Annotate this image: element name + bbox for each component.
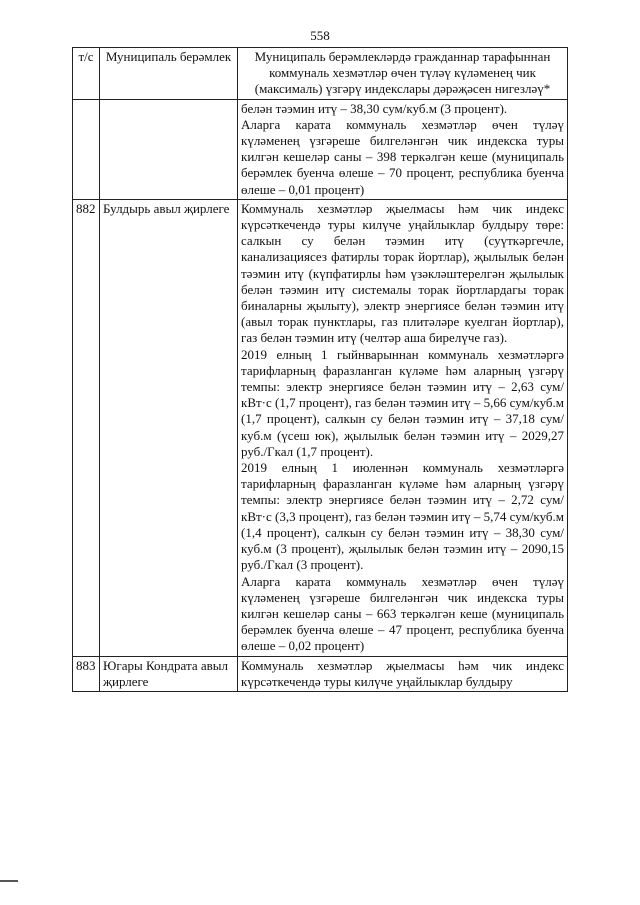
table-header-row [73,48,568,100]
table-row [73,99,568,199]
table-row [73,656,568,691]
table-row [73,199,568,656]
header-description: Муниципаль берәмлекләрдә гражданнар тарафыннан коммуналь хезмәтләр өчен түләү күләменең чик (максималь) үзгәрү индекслары дәрәҗәсен нигезләү* [238,48,568,100]
row-municipality: Югары Кондрата авыл җирлеге [100,656,238,691]
row-paragraph: 2019 елның 1 июленнән коммуналь хезмәтләргә тарифларның фаразланган күләме һәм аларның үзгәрү темпы: электр энергиясе белән тәэмин итү – 2,72 сум/кВт·с (3,3 процент), газ белән тәэмин итү – 5,74 сум/куб.м (1,4 процент), салкын су белән тәэмин итү – 38,30 сум/куб.м (3 процент), җылылык белән тәэмин итү – 2090,15 руб./Гкал (3 процент). [241,460,564,573]
row-num: 883 [73,656,100,691]
tariff-table [72,47,568,692]
row-paragraph: 2019 елның 1 гыйнварыннан коммуналь хезмәтләргә тарифларның фаразланган күләме һәм аларның үзгәрү темпы: электр энергиясе белән тәэмин итү – 2,63 сум/кВт·с (1,7 процент), газ белән тәэмин итү – 5,66 сум/куб.м (1,7 процент), салкын су белән тәэмин итү – 37,18 сум/куб.м (үсеш юк), җылылык белән тәэмин итү – 2029,27 руб./Гкал (1,7 процент). [241,346,564,459]
row-num: 882 [73,199,100,656]
row-municipality [100,99,238,199]
row-paragraph: Коммуналь хезмәтләр җыелмасы һәм чик индекс күрсәткечендә туры килүче уңайлыклар булдыру [241,657,564,689]
row-description [238,99,568,199]
header-municipality: Муниципаль берәмлек [100,48,238,100]
header-num: т/с [73,48,100,100]
row-description [238,199,568,656]
page-number: 558 [310,28,330,43]
row-paragraph: Аларга карата коммуналь хезмәтләр өчен түләү күләменең үзгәреше билгеләнгән чик индекска туры килгән кешеләр саны – 663 теркәлгән кеше (муниципаль берәмлек буенча өлеше – 47 процент, республика буенча өлеше – 0,02 процент) [241,573,564,654]
row-paragraph: Аларга карата коммуналь хезмәтләр өчен түләү күләменең үзгәреше билгеләнгән чик индекска туры килгән кешеләр саны – 398 теркәлгән кеше (муниципаль берәмлек буенча өлеше – 70 процент, республика буенча өлеше – 0,01 процент) [241,116,564,197]
row-num [73,99,100,199]
row-paragraph: Коммуналь хезмәтләр җыелмасы һәм чик индекс күрсәткечендә туры килүче уңайлыклар булдыру төре: салкын су белән тәэмин итү (суүткәргечле, канализациясез фатирлы торак йортлар), җылылык белән тәэмин итү (күпфатирлы һәм үзәкләштерелгән җылылык белән тәэмин итү системалы торак йортлардагы торак биналарны җылыту), электр энергиясе белән тәэмин итү (авыл торак пунктлары, газ плитәләре куелган йортлар), газ белән тәэмин итү (челтәр аша бирелүче газ). [241,200,564,346]
row-description [238,656,568,691]
row-municipality: Булдырь авыл җирлеге [100,199,238,656]
row-paragraph: белән тәэмин итү – 38,30 сум/куб.м (3 процент). [241,100,508,116]
scan-edge-mark [0,880,18,882]
